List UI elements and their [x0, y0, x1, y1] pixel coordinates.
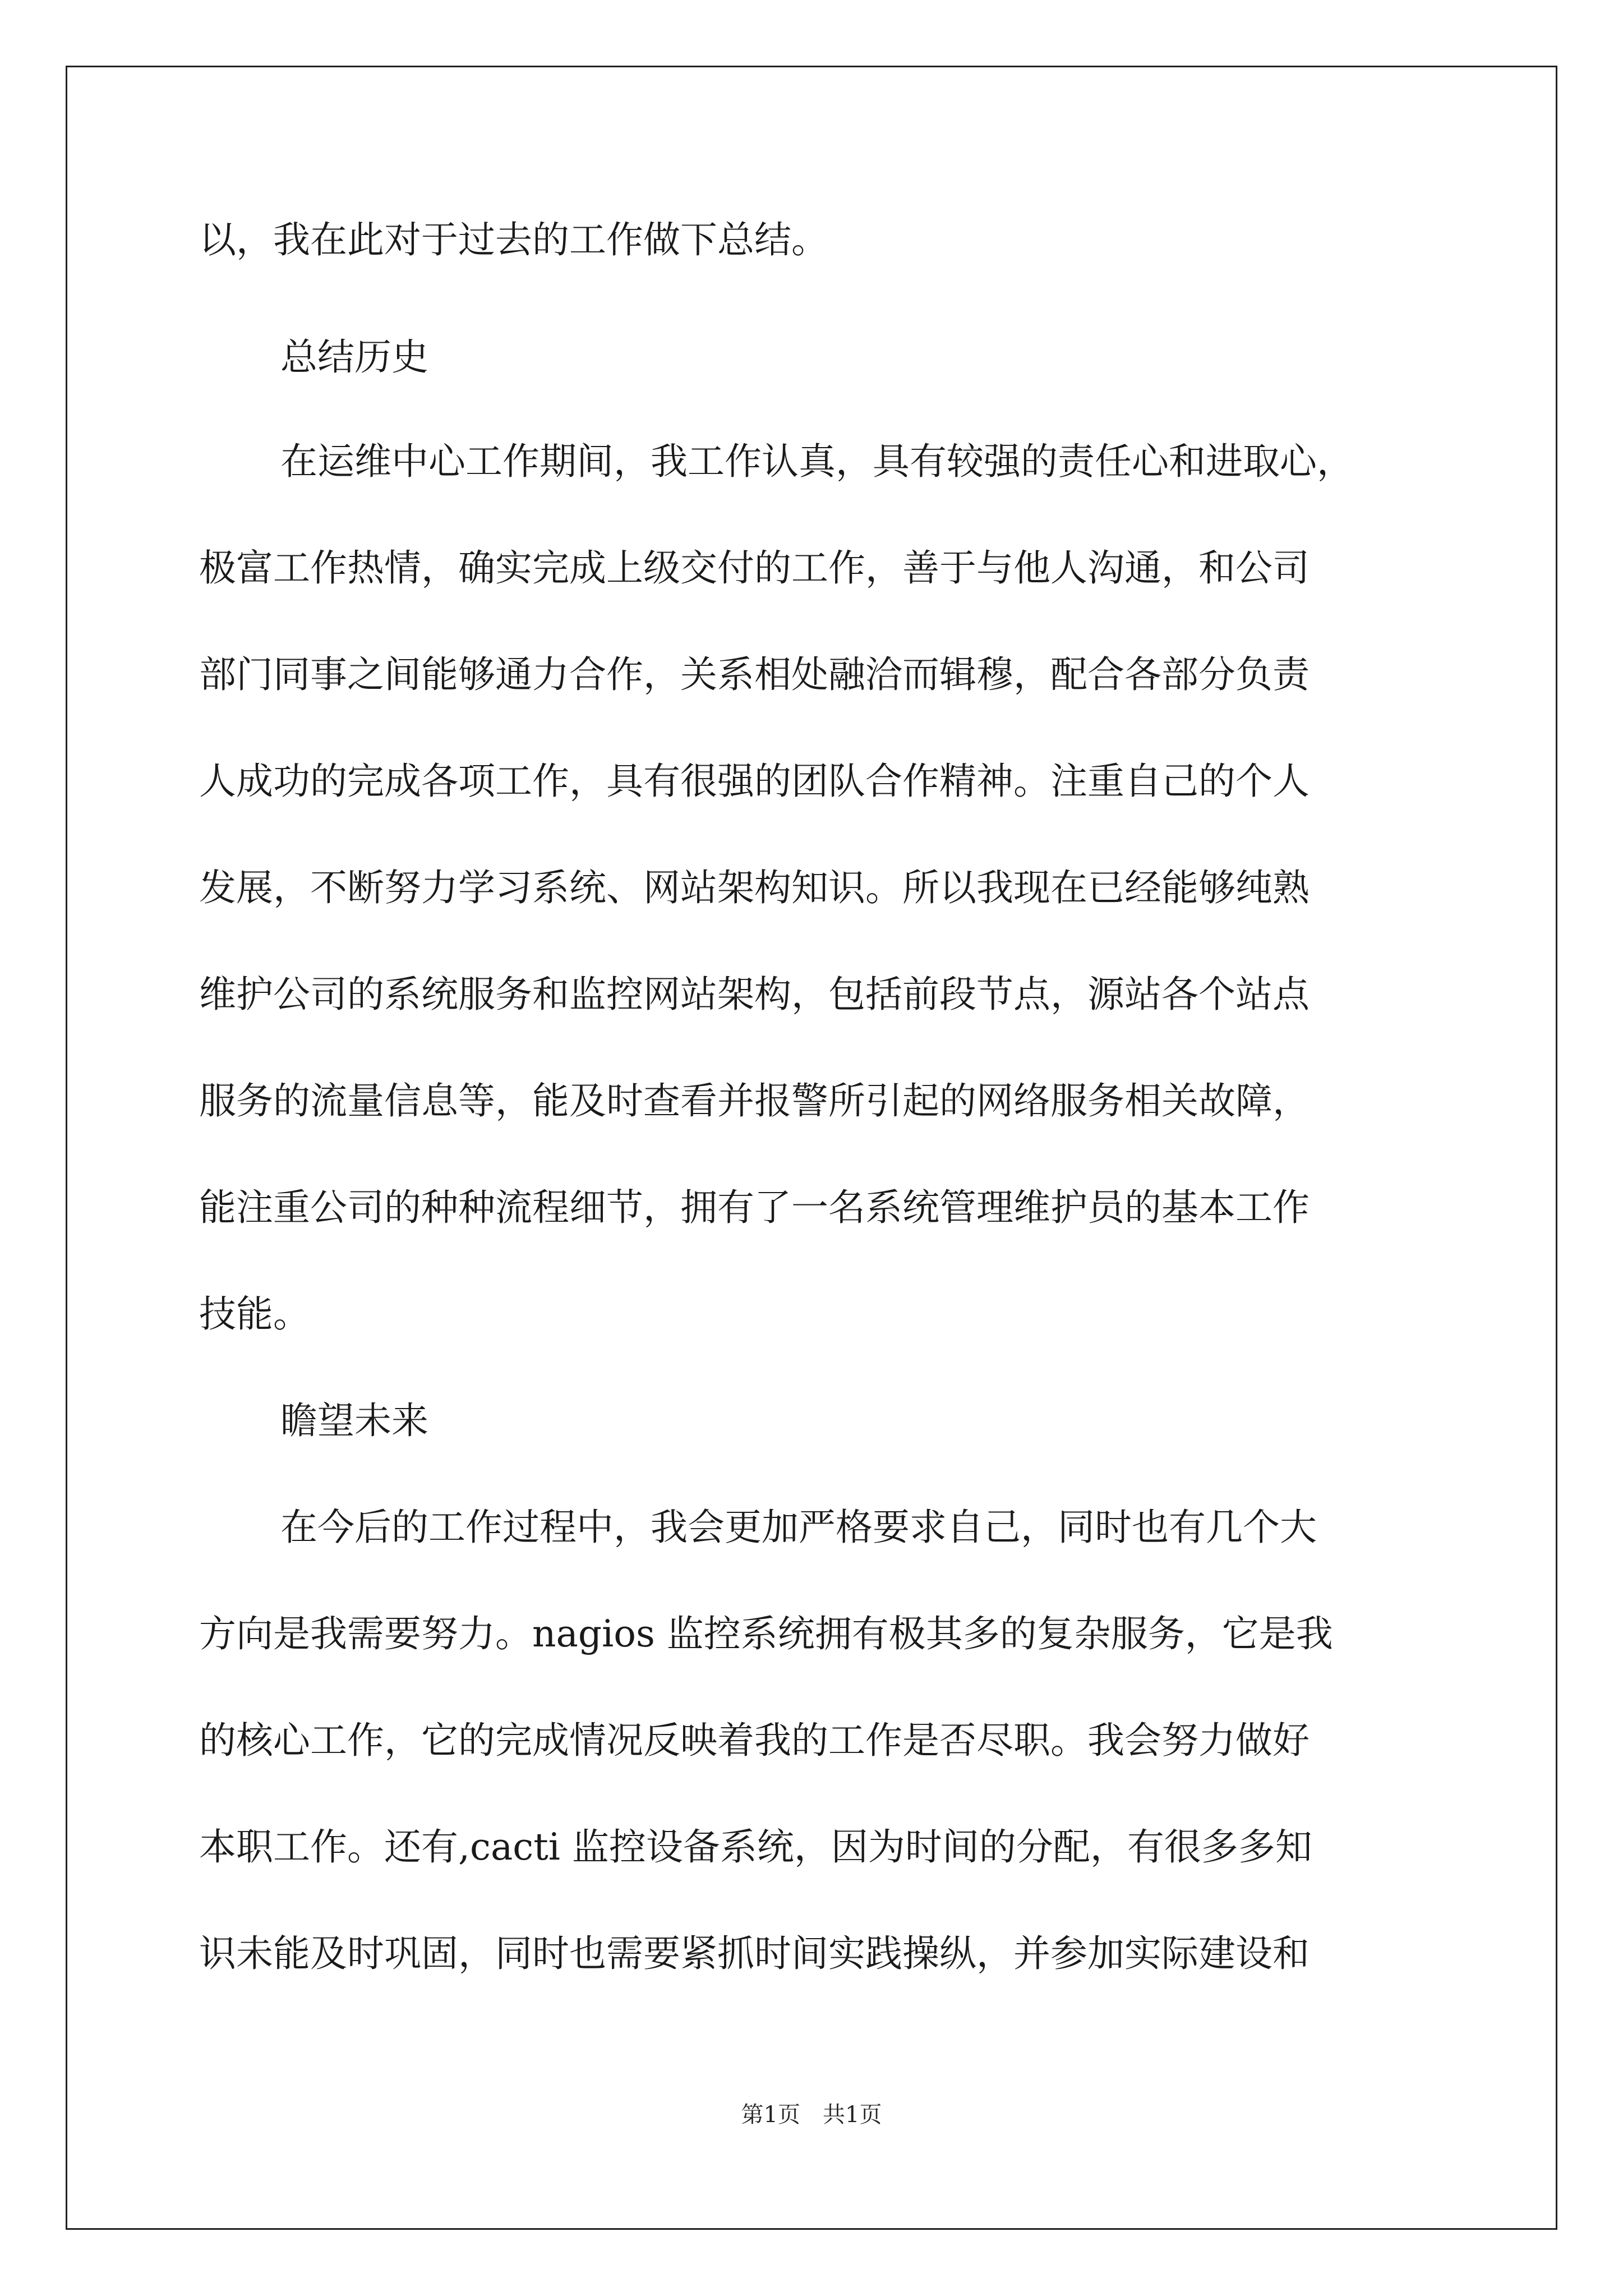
text-line: 服务的流量信息等，能及时查看并报警所引起的网络服务相关故障， [199, 1079, 1310, 1122]
text-line: 维护公司的系统服务和监控网站架构，包括前段节点，源站各个站点 [199, 973, 1310, 1016]
text-line: 以，我在此对于过去的工作做下总结。 [199, 218, 828, 261]
text-line: 方向是我需要努力。nagios 监控系统拥有极其多的复杂服务，它是我 [199, 1612, 1333, 1655]
page-number-footer: 第1页 共1页 [741, 2102, 882, 2128]
text-line: 本职工作。还有,cacti 监控设备系统，因为时间的分配，有很多多知 [199, 1825, 1312, 1869]
text-line: 发展，不断努力学习系统、网站架构知识。所以我现在已经能够纯熟 [199, 866, 1310, 909]
text-line: 的核心工作，它的完成情况反映着我的工作是否尽职。我会努力做好 [199, 1719, 1310, 1762]
text-line: 技能。 [199, 1292, 310, 1336]
section-heading: 瞻望未来 [280, 1399, 428, 1442]
text-line: 识未能及时巩固，同时也需要紧抓时间实践操纵，并参加实际建设和 [199, 1932, 1310, 1975]
text-line: 能注重公司的种种流程细节，拥有了一名系统管理维护员的基本工作 [199, 1186, 1310, 1229]
page-border [66, 66, 1557, 2230]
section-heading: 总结历史 [280, 335, 428, 379]
text-line: 部门同事之间能够通力合作，关系相处融洽而辑穆，配合各部分负责 [199, 653, 1310, 696]
text-line: 在运维中心工作期间，我工作认真，具有较强的责任心和进取心， [280, 440, 1354, 483]
text-line: 极富工作热情，确实完成上级交付的工作，善于与他人沟通，和公司 [199, 546, 1310, 590]
text-line: 人成功的完成各项工作，具有很强的团队合作精神。注重自己的个人 [199, 760, 1310, 803]
text-line: 在今后的工作过程中，我会更加严格要求自己，同时也有几个大 [280, 1506, 1317, 1549]
